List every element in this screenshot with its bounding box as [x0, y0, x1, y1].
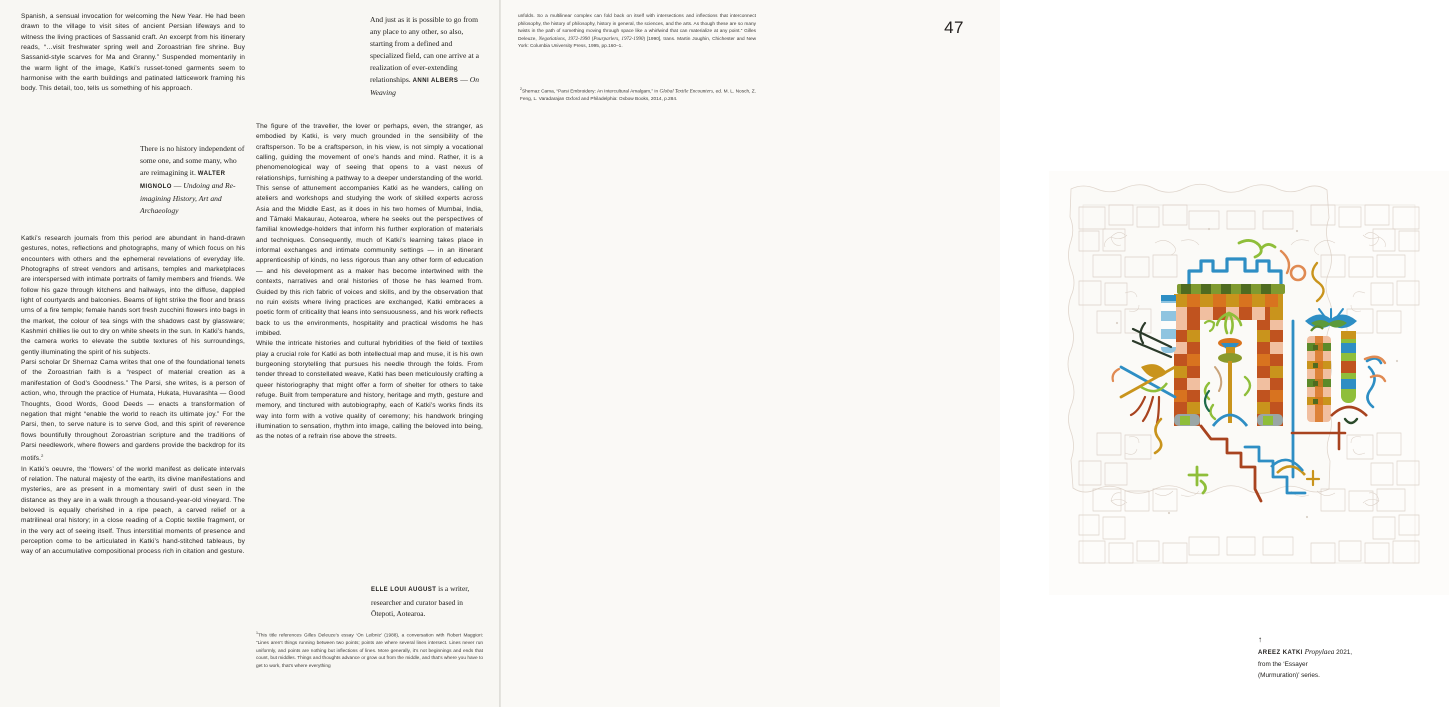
paragraph: Katki’s research journals from this period are abundant in hand-drawn gestures, notes, reflections and photographs, many of which focus on his encounters with others and the ephemeral revelations of everyday life. Photographs of street vendors and artisans, temples and marketplaces are interspersed with intimate portraits of family members and friends. We follow his gaze through kitchens and hallways, into the diffuse, dappled light of courtyards and balconies. Beams of light strike the floor and brass urns of a fire temple; female hands sort fresh zucchini flowers into bags in the market, the colour of tea sings with the shadows cast by glassware; Kashmiri chillies lie out to dry on white sheets in the sun. In Katki’s hands, the camera works to elevate the subtle textures of his surroundings, gently illuminating the spirit of his subjects.: [21, 235, 245, 356]
footnote-title-italic: Negotiations, 1972-1990: [538, 35, 590, 42]
paragraph: In Katki’s oeuvre, the ‘flowers’ of the world manifest as delicate intervals of relation. The natural majesty of the earth, its divine manifestations and mysteries, are as present in a momentary swirl of dust seen in the distance as they are in a walk through a thousand-year-old vineyard. The beloved is equally cherished in a ripe peach, a carved relief or a matrilineal oral history; in a close reading of a Coptic textile fragment, or in the very act of seeing itself. Thus interstitial moments of presence and perception come to be articulated in Katki’s hand-stitched tableaus, by way of an accumulative compositional process rich in citation and gesture.: [21, 465, 245, 556]
pull-quote-albers: [370, 14, 482, 99]
quote-dash: —: [460, 75, 468, 84]
bio-name: ELLE LOUI AUGUST: [371, 587, 437, 593]
caption-artist: AREEZ KATKI: [1258, 650, 1303, 656]
up-arrow-icon: ↑: [1258, 635, 1262, 644]
artwork-caption: [1258, 634, 1398, 681]
quote-author: WALTER MIGNOLO: [140, 171, 226, 190]
footnote-marker: 2: [41, 453, 44, 459]
footnote-title-italic: Global Textile Encounters: [659, 88, 713, 95]
paragraph: Spanish, a sensual invocation for welcoming the New Year. He had been drawn to the village to visit sites of ancient Persian lifeways and to witness the living practices of Sassanid craft. An excerpt from his itinerary reads, “…visit freshwater spring well and Zoroastrian fire shrine. Buy Sassanid-style scarves for Ma and Granny.” Suspended momentarily in the warm light of the image, Katki’s russet-toned garments seem to harmonise with the earth buildings and patinated latticework framing his body. This detail, too, tells us something of his approach.: [21, 13, 245, 93]
footnote-text: , ed. M. L. Nosch, Z. Feng, L. Varadarajan Oxford and Philadelphia: Oxbow Books, 2014, p.284.: [520, 89, 757, 103]
paragraph: The figure of the traveller, the lover or perhaps, even, the stranger, as embodied by Katki, is very much grounded in the sensibility of the craftsperson. To be a craftsperson, in his view, is not simply a vocational calling, guiding the movement of one’s hands and mind. Rather, it is a phenomenological way of seeing that opens to a vast nexus of relationships, furnishing a pathway to a deeper understanding of the world. This sense of attunement accompanies Katki as he wanders, calling on ateliers and workshops and studying the work of skilled experts across Asia and the Middle East, as it does in his two homes of Mumbai, India, and Tāmaki Makaurau, Aotearoa, where he seeks out the perspectives of familial knowledge-holders that inform his further exploration of materials and techniques. Consequently, much of Katki’s learning takes place in informal exchanges and intimate community settings — in an itinerant apprenticeship of kinds, no less rigorous than any other form of education — and his development as a maker has become intertwined with the contexts, narratives and oral histories of those he has learned from. Guided by this rich fabric of voices and skills, and by the observation that no ruin exists where living practices are exchanged, Katki embraces a poetic form of criticality that leans into sensuousness, and his work reflects back to us the environments, hospitality and practical wisdoms he has imbibed.: [256, 123, 483, 337]
author-bio: [371, 583, 483, 620]
footnote-title-italic-alt: Pourparlers, 1972-1990: [593, 35, 644, 42]
left-column-one: [21, 12, 245, 95]
footnote-one: [256, 630, 483, 671]
caption-line-two: from the ‘Essayer: [1258, 661, 1308, 668]
footnote-text: This title references Gilles Deleuze’s essay ‘On Leibniz’ (1988), a conversation with Robert Maggiori: “Lines aren’t things running between two points; points are where several lines intersect. Lines never run uniformly, and points are nothing but inflections of lines. More generally, it’s not beginnings and ends that count, but middles. Things and thoughts advance or grow out from the middle, and that’s where you have to get to work, that’s where everything: [256, 633, 483, 669]
caption-line-three: (Murmuration)’ series.: [1258, 672, 1320, 679]
footnote-two: [520, 86, 756, 104]
artwork-propylaea: [1049, 171, 1449, 595]
quote-source: Undoing and Re-imagining History, Art and Archaeology: [140, 181, 236, 215]
footnote-text: unfolds. So a multilinear complex can fold back on itself with intersections and inflections that interconnect philosophy, the history of philosophy, history in general, the sciences, and the arts. As though these are so many twists in the path of something moving through space like a whirlwind that can materialize at any point.” Gilles Deleuze,: [518, 14, 756, 42]
quote-text: There is no history independent of some one, and some many, who are reimagining it.: [140, 144, 245, 177]
footnote-text: Shernaz Cama, “Parsi Embroidery: An Intercultural Amalgam,” in: [522, 89, 660, 95]
left-page: [0, 0, 500, 707]
quote-dash: —: [173, 181, 182, 190]
footnote-marker: 1: [256, 631, 258, 635]
quote-source: On Weaving: [370, 75, 480, 97]
paragraph-text: Parsi scholar Dr Shernaz Cama writes that one of the foundational tenets of the Zoroastrian faith is a “respect of material creation as a manifestation of God’s Goodness.” The Parsi, she writes, is a person of action, who, through the practice of Humata, Hukata, Huvarashta — Good Thoughts, Good Words, Good Deeds — enacts a transformation of negation that might “enable the world to reach its ultimate joy.” For the Parsi, then, to serve nature is to serve God, and this spirit of reverence flows bountifully throughout Zoroastrian scripture and the traditions of Parsi needlework, where flowers and gardens provide the backdrop for its motifs.: [21, 359, 245, 463]
caption-title: Propylaea: [1304, 648, 1335, 656]
paragraph: While the intricate histories and cultural hybridities of the field of textiles play a crucial role for Katki as both intellectual map and muse, it is his own burgeoning storytelling that pursues his needle through the folds. From tender thread to constellated weave, Katki has been meticulously crafting a queer historiography that might offer a form of shelter for others to take refuge. Built from temperature and history, heritage and myth, gesture and memory, and tinctured with autobiography, each of Katki’s works finds its way into form with a votive quality of ceremony; his handwork bringing illumination to sensation, rhythm into image, calling the beloved into being, as the notes of a refrain rise above the streets.: [256, 340, 483, 441]
left-column-two: [256, 122, 483, 443]
page-gutter: [499, 0, 501, 707]
left-column-one-body: [21, 234, 245, 558]
page-number: 47: [944, 18, 964, 37]
footnote-one-continued: [518, 13, 756, 51]
paragraph: [21, 358, 245, 465]
quote-text: And just as it is possible to go from any place to any other, so also, starting from a defined and specialized field, can one arrive at a realization of ever-extending relationships.: [370, 15, 479, 84]
footnote-marker: 2: [520, 87, 522, 91]
footnote-text: (: [589, 36, 594, 42]
pull-quote-mignolo: [140, 143, 246, 217]
footnote-text: ) [1990], trans. Martin Joughin, Chichester and New York: Columbia University Press, 1995, pp.160–1.: [518, 36, 757, 50]
bio-text: is a writer, researcher and curator based in Ōtepoti, Aotearoa.: [371, 584, 470, 619]
right-page: [500, 0, 1353, 707]
quote-author: ANNI ALBERS: [412, 78, 459, 84]
caption-year: 2021,: [1334, 649, 1353, 656]
